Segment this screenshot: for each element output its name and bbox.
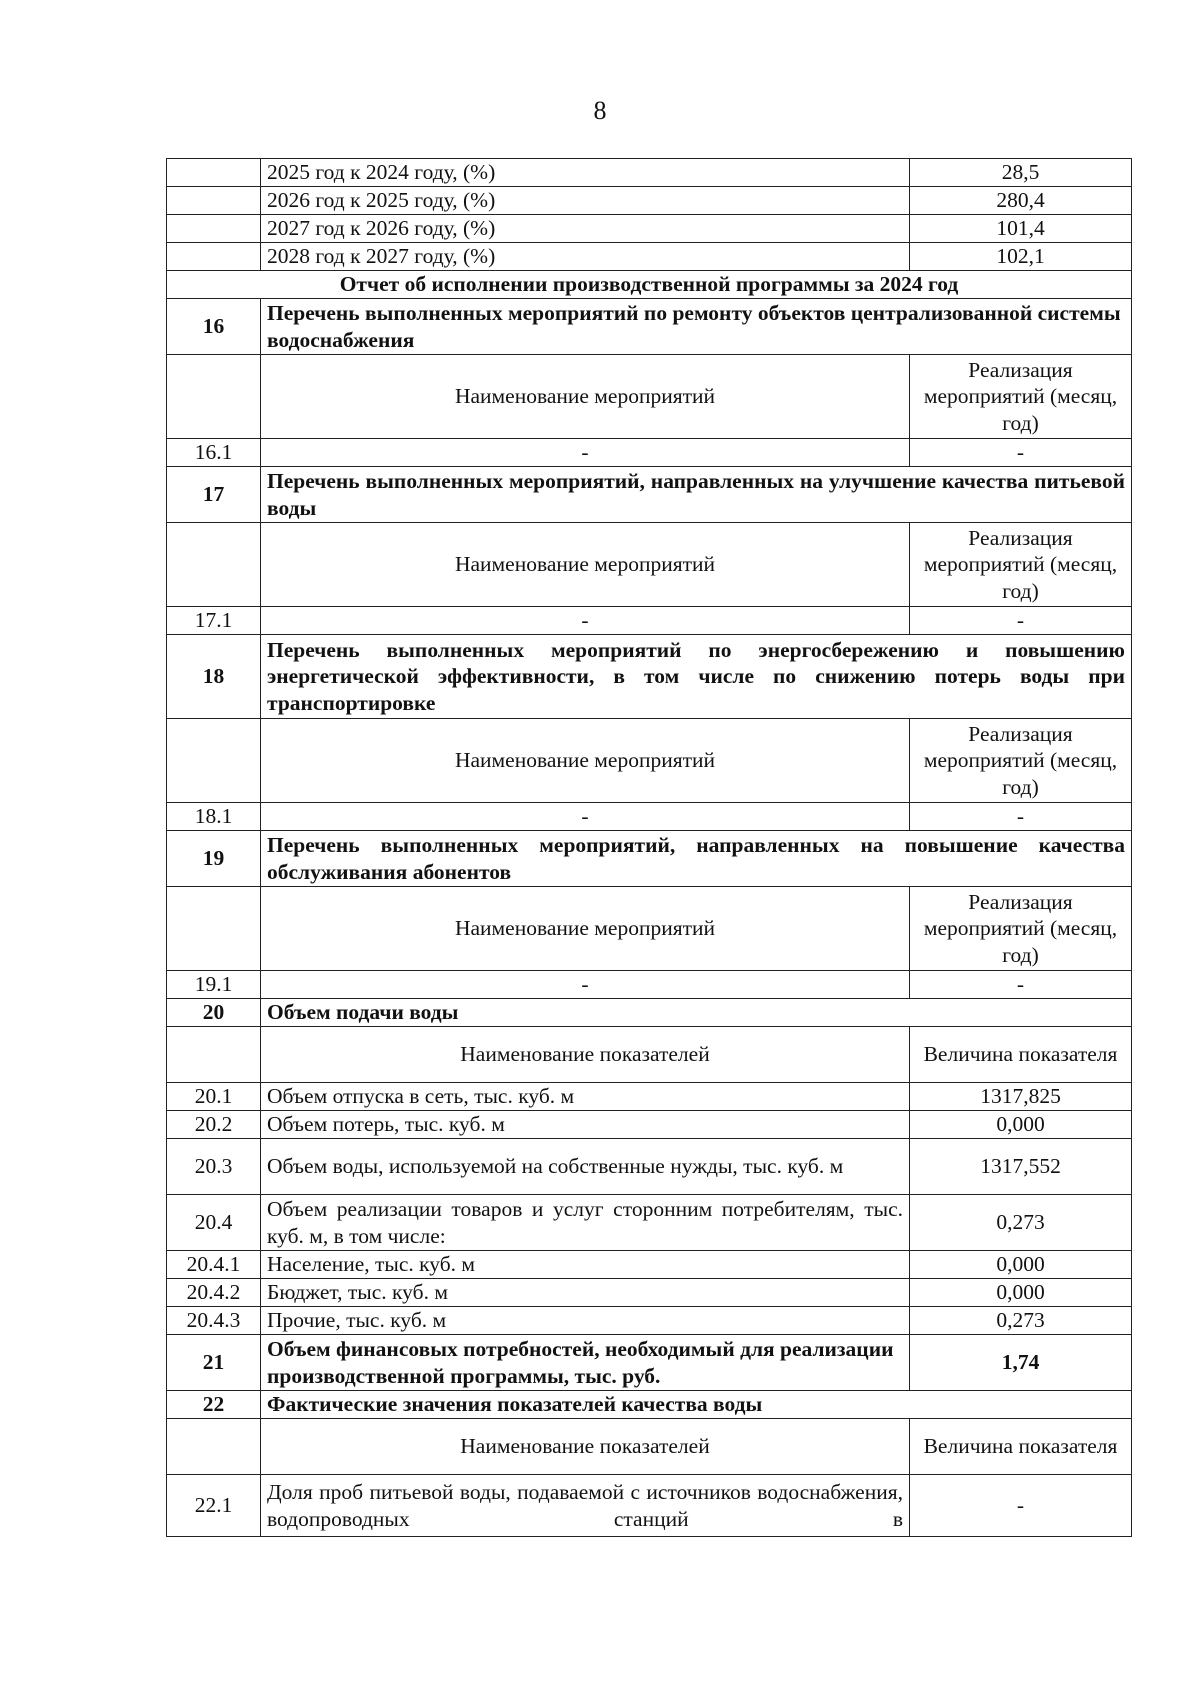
- header-realization: Реализация мероприятий (месяц, год): [910, 719, 1132, 803]
- header-row: [167, 1419, 1132, 1475]
- section-number: 19: [167, 831, 261, 887]
- header-measures: Наименование мероприятий: [261, 355, 910, 439]
- row-number-cell: [167, 523, 261, 607]
- section-value: 1,74: [910, 1335, 1132, 1391]
- indicator-name: Объем реализации товаров и услуг сторонним потребителям, тыс. куб. м, в том числе:: [261, 1195, 910, 1251]
- section-row: [167, 999, 1132, 1027]
- section-number: 16: [167, 299, 261, 355]
- header-row: [167, 523, 1132, 607]
- row-number-cell: [167, 1419, 261, 1475]
- indicator-name: Доля проб питьевой воды, подаваемой с источников водоснабжения, водопроводных станций в: [261, 1475, 910, 1537]
- section-row: [167, 831, 1132, 887]
- section-number: 17: [167, 467, 261, 523]
- row-number: 20.4.1: [167, 1251, 261, 1279]
- growth-label: 2026 год к 2025 году, (%): [261, 187, 910, 215]
- indicator-value: 1317,552: [910, 1139, 1132, 1195]
- table-row: [167, 1251, 1132, 1279]
- table-row: [167, 1111, 1132, 1139]
- header-value: Величина показателя: [910, 1027, 1132, 1083]
- row-number: 20.4.2: [167, 1279, 261, 1307]
- section-number: 22: [167, 1391, 261, 1419]
- header-row: [167, 719, 1132, 803]
- section-title: Объем финансовых потребностей, необходимый для реализации производственной программы, тыс. руб.: [261, 1335, 910, 1391]
- header-indicators: Наименование показателей: [261, 1419, 910, 1475]
- growth-label: 2025 год к 2024 году, (%): [261, 159, 910, 187]
- measure-realization: -: [910, 607, 1132, 635]
- indicator-value: 1317,825: [910, 1083, 1132, 1111]
- growth-label: 2028 год к 2027 году, (%): [261, 243, 910, 271]
- section-title: Перечень выполненных мероприятий, направленных на повышение качества обслуживания абонентов: [261, 831, 1132, 887]
- indicator-value: 0,000: [910, 1279, 1132, 1307]
- section-number: 20: [167, 999, 261, 1027]
- header-indicators: Наименование показателей: [261, 1027, 910, 1083]
- row-number: 20.4: [167, 1195, 261, 1251]
- row-number: 18.1: [167, 803, 261, 831]
- table-row: [167, 607, 1132, 635]
- row-number: 16.1: [167, 439, 261, 467]
- row-number-cell: [167, 215, 261, 243]
- table-row: [167, 1139, 1132, 1195]
- row-number-cell: [167, 1027, 261, 1083]
- program-report-table: [166, 158, 1132, 1537]
- table-row: [167, 1195, 1132, 1251]
- header-row: [167, 887, 1132, 971]
- growth-value: 101,4: [910, 215, 1132, 243]
- row-number-cell: [167, 719, 261, 803]
- table-row: [167, 271, 1132, 299]
- section-title: Перечень выполненных мероприятий, направленных на улучшение качества питьевой воды: [261, 467, 1132, 523]
- header-row: [167, 1027, 1132, 1083]
- table-row: [167, 1307, 1132, 1335]
- indicator-value: 0,000: [910, 1251, 1132, 1279]
- header-row: [167, 355, 1132, 439]
- table-row: [167, 187, 1132, 215]
- header-measures: Наименование мероприятий: [261, 719, 910, 803]
- measure-realization: -: [910, 803, 1132, 831]
- indicator-value: 0,000: [910, 1111, 1132, 1139]
- table-row: [167, 439, 1132, 467]
- measure-name: -: [261, 971, 910, 999]
- section-row: [167, 467, 1132, 523]
- table-row: [167, 215, 1132, 243]
- table-row: [167, 159, 1132, 187]
- row-number: 22.1: [167, 1475, 261, 1537]
- indicator-value: 0,273: [910, 1195, 1132, 1251]
- section-title: Объем подачи воды: [261, 999, 1132, 1027]
- indicator-name: Объем потерь, тыс. куб. м: [261, 1111, 910, 1139]
- row-number: 19.1: [167, 971, 261, 999]
- section-row: [167, 299, 1132, 355]
- report-title: Отчет об исполнении производственной программы за 2024 год: [167, 271, 1132, 299]
- indicator-name: Население, тыс. куб. м: [261, 1251, 910, 1279]
- section-row: [167, 1335, 1132, 1391]
- indicator-name: Объем воды, используемой на собственные нужды, тыс. куб. м: [261, 1139, 910, 1195]
- header-realization: Реализация мероприятий (месяц, год): [910, 523, 1132, 607]
- measure-realization: -: [910, 439, 1132, 467]
- growth-value: 28,5: [910, 159, 1132, 187]
- table-row: [167, 971, 1132, 999]
- header-realization: Реализация мероприятий (месяц, год): [910, 887, 1132, 971]
- indicator-name: Объем отпуска в сеть, тыс. куб. м: [261, 1083, 910, 1111]
- indicator-value: -: [910, 1475, 1132, 1537]
- header-measures: Наименование мероприятий: [261, 887, 910, 971]
- section-row: [167, 1391, 1132, 1419]
- row-number-cell: [167, 355, 261, 439]
- row-number-cell: [167, 187, 261, 215]
- growth-value: 280,4: [910, 187, 1132, 215]
- row-number: 20.1: [167, 1083, 261, 1111]
- section-number: 18: [167, 635, 261, 719]
- measure-realization: -: [910, 971, 1132, 999]
- row-number: 20.2: [167, 1111, 261, 1139]
- table-row: [167, 1083, 1132, 1111]
- section-number: 21: [167, 1335, 261, 1391]
- table-row: [167, 803, 1132, 831]
- page-number: 8: [593, 96, 607, 125]
- indicator-name: Прочие, тыс. куб. м: [261, 1307, 910, 1335]
- table-row: [167, 1279, 1132, 1307]
- row-number-cell: [167, 159, 261, 187]
- header-value: Величина показателя: [910, 1419, 1132, 1475]
- table-row: [167, 243, 1132, 271]
- growth-label: 2027 год к 2026 году, (%): [261, 215, 910, 243]
- growth-value: 102,1: [910, 243, 1132, 271]
- row-number: 20.4.3: [167, 1307, 261, 1335]
- table-row: [167, 1475, 1132, 1537]
- header-realization: Реализация мероприятий (месяц, год): [910, 355, 1132, 439]
- header-measures: Наименование мероприятий: [261, 523, 910, 607]
- measure-name: -: [261, 803, 910, 831]
- section-title: Фактические значения показателей качества воды: [261, 1391, 1132, 1419]
- indicator-name: Бюджет, тыс. куб. м: [261, 1279, 910, 1307]
- measure-name: -: [261, 607, 910, 635]
- section-title: Перечень выполненных мероприятий по энергосбережению и повышению энергетической эффективности, в том числе по снижению потерь воды при транспортировке: [261, 635, 1132, 719]
- section-title: Перечень выполненных мероприятий по ремонту объектов централизованной системы водоснабжения: [261, 299, 1132, 355]
- indicator-value: 0,273: [910, 1307, 1132, 1335]
- measure-name: -: [261, 439, 910, 467]
- row-number: 20.3: [167, 1139, 261, 1195]
- section-row: [167, 635, 1132, 719]
- row-number-cell: [167, 887, 261, 971]
- row-number-cell: [167, 243, 261, 271]
- row-number: 17.1: [167, 607, 261, 635]
